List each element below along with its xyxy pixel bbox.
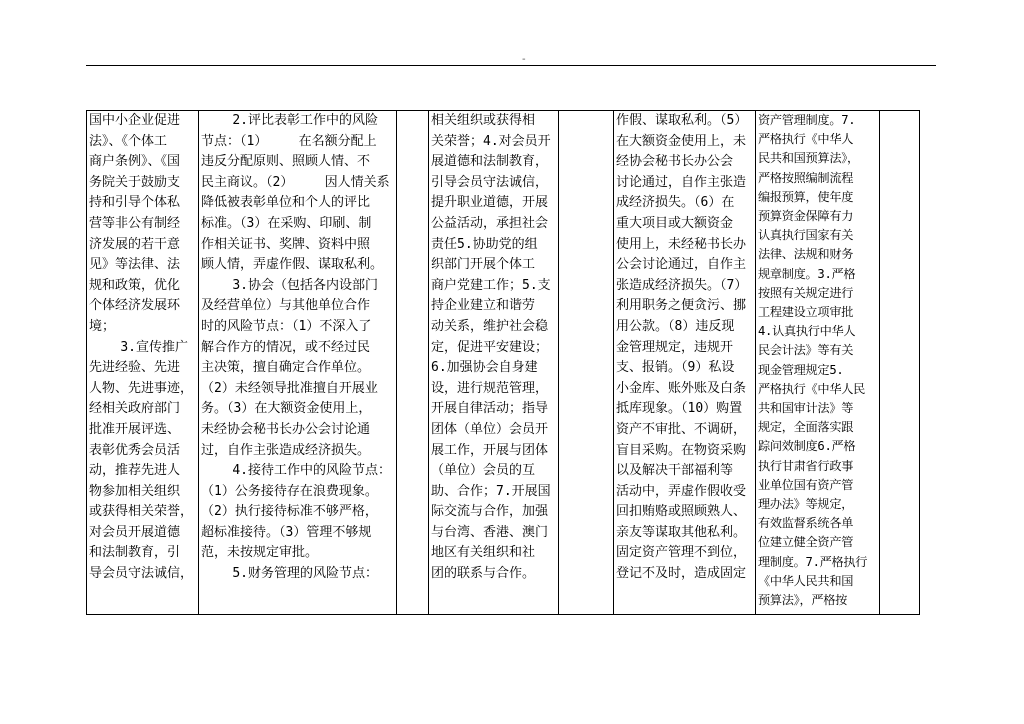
cell-text: 资产管理制度。7. 严格执行《中华人 民共和国预算法》， 严格按照编制流程 编报预算，使年度 预算资金保障有力 认真执行国家有关 法律、法规和财务 规章制度。3.严格 按照有关规定进行 工程建设立项审批 4.认真执行中华人 民会计法》等有关 现金管理规定5. 严格执行《中华人民 共和国审计法》等 规定，全面落实跟 踪问效制度6.严格 执行甘肃省行政事 业单位国有资产管 理办法》等规定， 有效监督系统各单 位建立健全资产管 理制度。7.严格执行 《中华人民共和国 预算法》，严格按 [758, 113, 868, 608]
cell-text: 2.评比表彰工作中的风险 节点：（1） 在名额分配上 违反分配原则、照顾人情、不 民主商议。（2） 因人情关系 降低被表彰单位和个人的评比 标准。（3）在采购、印刷、制 作相关证书、奖牌、资料中照 顾人情，弄虚作假、谋取私利。 3.协会（包括各内设部门 及经营单位）与其他单位合作 时的风险节点：（1）不深入了 解合作方的情况，或不经过民 主决策，擅自确定合作单位。 （2）未经领导批准擅自开展业 务。（3）在大额资金使用上， 未经协会秘书长办公会讨论通 过，自作主张造成经济损失。 4.接待工作中的风险节点： （1）公务接待存在浪费现象。 （2）执行接待标准不够严格， 超标准接待。（3）管理不够规 范，未按规定审批。 5.财务管理的风险节点： [201, 113, 391, 582]
cell-text [559, 110, 613, 111]
header-mark: - [522, 54, 526, 65]
table-cell-col-1 [86, 110, 198, 615]
cell-text [880, 110, 920, 111]
cell-text: 相关组织或获得相 关荣誉；4.对会员开 展道德和法制教育， 引导会员守法诚信， 提升职业道德，开展 公益活动，承担社会 责任5.协助党的组 织部门开展个体工 商户党建工作；5.支 持企业建立和谐劳 动关系，维护社会稳 定，促进平安建设； 6.加强协会自身建 设，进行规范管理， 开展自律活动；指导 团体（单位）会员开 展工作，开展与团体 （单位）会员的互 助、合作；7.开展国 际交流与合作，加强 与台湾、香港、澳门 地区有关组织和社 团的联系与合作。 [431, 113, 551, 582]
header-rule [86, 65, 936, 66]
table-cell-col-3 [396, 110, 428, 615]
cell-text: 作假、谋取私利。（5） 在大额资金使用上，未 经协会秘书长办公会 讨论通过，自作主张造 成经济损失。（6）在 重大项目或大额资金 使用上，未经秘书长办 公会讨论通过，自作主 张造成经济损失。（7） 利用职务之便贪污、挪 用公款。（8）违反现 金管理规定，违规开 支、报销。（9）私设 小金库、账外账及白条 抵库现象。（10）购置 资产不审批、不调研， 盲目采购。在物资采购 以及解决干部福利等 活动中，弄虚作假收受 回扣贿赂或照顾熟人、 亲友等谋取其他私利。 固定资产管理不到位， 登记不及时，造成固定 [616, 113, 748, 582]
table-cell-col-7 [755, 110, 879, 615]
table-cell-col-6 [613, 110, 755, 615]
table-cell-col-4 [428, 110, 558, 615]
document-table [86, 110, 920, 615]
cell-text: 国中小企业促进 法》、《个体工 商户条例》、《国 务院关于鼓励支 持和引导个体私 营等非公有制经 济发展的若干意 见》等法律、法 规和政策，优化 个体经济发展环 境； 3.宣传推广 先进经验、先进 人物、先进事迹， 经相关政府部门 批准开展评选、 表彰优秀会员活 动，推荐先进人 物参加相关组织 或获得相关荣誉， 对会员开展道德 和法制教育，引 导会员守法诚信， [89, 113, 194, 582]
table-cell-col-5 [558, 110, 613, 615]
table-cell-col-2 [198, 110, 396, 615]
cell-text [397, 110, 428, 111]
table-cell-col-8 [879, 110, 920, 615]
